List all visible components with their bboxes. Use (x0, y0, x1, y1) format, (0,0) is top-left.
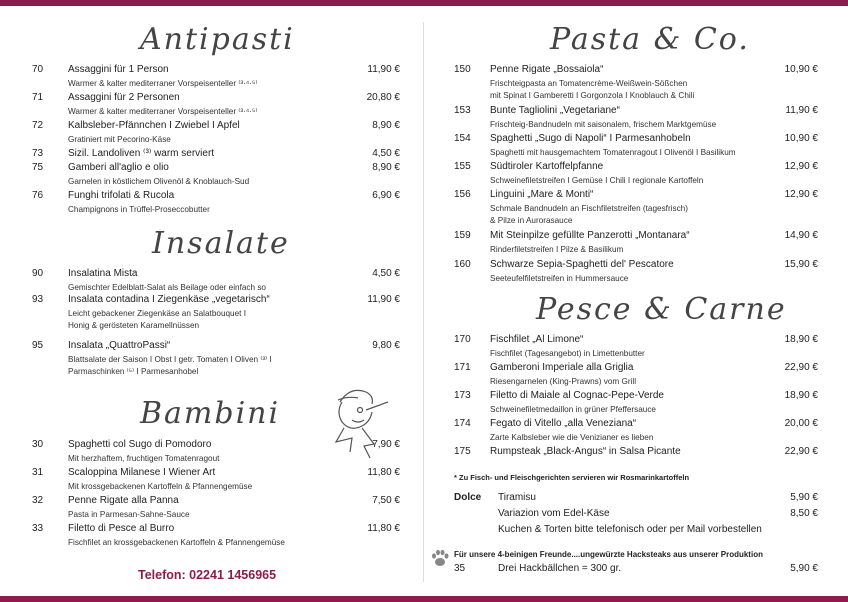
item-number: 170 (454, 334, 471, 345)
right-column (454, 0, 818, 602)
item-name: Sizil. Landoliven ⁽³⁾ warm serviert (68, 148, 215, 159)
item-description: Gemischter Edelblatt-Salat als Beilage oder einfach so (68, 283, 266, 292)
item-number: 156 (454, 189, 471, 200)
item-name: Filetto di Maiale al Cognac-Pepe-Verde (490, 390, 664, 401)
item-description: Schweinefiletmedaillon in grüner Pfeffersauce (490, 405, 656, 414)
paw-print-icon (430, 548, 450, 568)
item-name: Insalatina Mista (68, 268, 138, 279)
item-name: Bunte Tagliolini „Vegetariane“ (490, 105, 620, 116)
item-name: Gamberoni Imperiale alla Griglia (490, 362, 634, 373)
item-name: Rumpsteak „Black-Angus“ in Salsa Picante (490, 446, 681, 457)
item-description: Leicht gebackener Ziegenkäse an Salatbouquet I (68, 309, 246, 318)
item-number: 174 (454, 418, 471, 429)
item-number: 35 (454, 563, 466, 574)
side-dish-note: * Zu Fisch- und Fleischgerichten servieren wir Rosmarinkartoffeln (454, 473, 690, 482)
dolce-name: Variazion vom Edel-Käse (498, 508, 610, 519)
column-divider (423, 22, 424, 582)
item-description: Parmaschinken ⁽⁵⁾ I Parmesanhobel (68, 366, 199, 376)
item-description: & Pilze in Aurorasauce (490, 215, 573, 225)
dolce-name: Kuchen & Torten bitte telefonisch oder per Mail vorbestellen (498, 524, 762, 535)
item-price: 6,90 € (372, 190, 400, 201)
section-title-bambini: Bambini (140, 396, 281, 431)
item-description: Zarte Kalbsleber wie die Venizianer es lieben (490, 433, 654, 442)
item-description: Fischfilet an krossgebackenen Kartoffeln & Pfannengemüse (68, 538, 285, 547)
item-number: 173 (454, 390, 471, 401)
item-number: 31 (32, 467, 44, 478)
item-name: Funghi trifolati & Rucola (68, 190, 175, 201)
item-description: Seeteufelfiletstreifen in Hummersauce (490, 274, 629, 283)
item-description: mit Spinat I Gamberetti I Gorgonzola I Knoblauch & Chili (490, 90, 695, 100)
section-title-antipasti: Antipasti (140, 22, 295, 57)
item-price: 4,50 € (372, 148, 400, 159)
item-price: 10,90 € (784, 64, 818, 75)
item-name: Insalata „QuattroPassi“ (68, 340, 171, 351)
item-description: Pasta in Parmesan-Sahne-Sauce (68, 510, 190, 519)
item-price: 11,90 € (367, 294, 400, 305)
item-number: 171 (454, 362, 471, 373)
item-number: 73 (32, 148, 44, 159)
item-price: 12,90 € (784, 161, 818, 172)
item-description: Garnelen in köstlichem Olivenöl & Knoblauch-Sud (68, 177, 250, 186)
item-description: Mit krossgebackenen Kartoffeln & Pfannengemüse (68, 482, 253, 491)
pinocchio-illustration-icon (322, 382, 392, 460)
item-price: 11,80 € (367, 467, 400, 478)
item-number: 75 (32, 162, 44, 173)
item-name: Fegato di Vitello „alla Veneziana“ (490, 418, 637, 429)
item-number: 30 (32, 439, 44, 450)
item-price: 8,90 € (372, 162, 400, 173)
item-name: Penne Rigate „Bossaiola“ (490, 64, 604, 75)
item-price: 22,90 € (784, 446, 818, 457)
item-price: 5,90 € (790, 563, 818, 574)
item-price: 7,50 € (372, 495, 400, 506)
item-price: 8,90 € (372, 120, 400, 131)
item-number: 175 (454, 446, 471, 457)
item-description: Frischteigpasta an Tomatencrème-Weißwein-Sößchen (490, 79, 688, 88)
item-name: Spaghetti col Sugo di Pomodoro (68, 439, 212, 450)
item-description: Schmale Bandnudeln an Fischfiletstreifen (tagesfrisch) (490, 204, 688, 213)
item-name: Mit Steinpilze gefüllte Panzerotti „Montanara“ (490, 230, 690, 241)
item-number: 33 (32, 523, 44, 534)
item-number: 32 (32, 495, 44, 506)
item-name: Südtiroler Kartoffelpfanne (490, 161, 604, 172)
item-name: Scaloppina Milanese I Wiener Art (68, 467, 216, 478)
item-number: 160 (454, 259, 471, 270)
item-description: Honig & gerösteten Karamellnüssen (68, 320, 200, 330)
item-price: 22,90 € (784, 362, 818, 373)
item-name: Drei Hackbällchen = 300 gr. (498, 563, 622, 574)
item-price: 18,90 € (784, 390, 818, 401)
item-name: Schwarze Sepia-Spaghetti del' Pescatore (490, 259, 674, 270)
dog-menu-note: Für unsere 4-beinigen Freunde....ungewürzte Hacksteaks aus unserer Produktion (454, 550, 763, 559)
item-description: Rinderfiletstreifen I Pilze & Basilikum (490, 245, 624, 254)
item-price: 10,90 € (784, 133, 818, 144)
dolce-row-3 (454, 524, 818, 538)
item-name: Spaghetti „Sugo di Napoli“ I Parmesanhobeln (490, 133, 691, 144)
item-name: Filetto di Pesce al Burro (68, 523, 175, 534)
item-price: 12,90 € (784, 189, 818, 200)
item-price: 7,90 € (372, 439, 400, 450)
left-column (32, 0, 400, 602)
section-title-pesce: Pesce & Carne (536, 292, 787, 327)
item-name: Linguini „Mare & Monti“ (490, 189, 594, 200)
dog-menu-row (454, 563, 818, 577)
item-price: 11,80 € (367, 523, 400, 534)
item-price: 20,00 € (784, 418, 818, 429)
item-price: 15,90 € (784, 259, 818, 270)
item-name: Gamberi all'aglio e olio (68, 162, 169, 173)
item-description: Champignons in Trüffel-Proseccobutter (68, 205, 210, 214)
dolce-price: 5,90 € (790, 492, 818, 503)
item-number: 70 (32, 64, 44, 75)
item-number: 93 (32, 294, 44, 305)
dolce-row-2 (454, 508, 818, 522)
item-name: Penne Rigate alla Panna (68, 495, 179, 506)
dolce-row-1 (454, 492, 818, 506)
item-description: Warmer & kalter mediterraner Vorspeisenteller ⁽³·⁴·⁵⁾ (68, 107, 258, 116)
item-price: 11,90 € (367, 64, 400, 75)
item-number: 154 (454, 133, 471, 144)
item-description: Schweinefiletstreifen I Gemüse I Chili I regionale Kartoffeln (490, 176, 704, 185)
item-description: Gratiniert mit Pecorino-Käse (68, 135, 171, 144)
item-price: 18,90 € (784, 334, 818, 345)
item-price: 4,50 € (372, 268, 400, 279)
phone-number[interactable]: Telefon: 02241 1456965 (138, 568, 277, 582)
item-name: Insalata contadina I Ziegenkäse „vegetarisch“ (68, 294, 270, 305)
item-number: 95 (32, 340, 44, 351)
dolce-name: Tiramisu (498, 492, 536, 503)
item-number: 153 (454, 105, 471, 116)
item-description: Blattsalate der Saison I Obst I getr. Tomaten I Oliven ⁽³⁾ I (68, 355, 272, 364)
item-name: Assaggini für 2 Personen (68, 92, 180, 103)
item-name: Fischfilet „Al Limone“ (490, 334, 584, 345)
dolce-label: Dolce (454, 492, 482, 503)
item-number: 76 (32, 190, 44, 201)
item-number: 72 (32, 120, 44, 131)
item-description: Frischteig-Bandnudeln mit saisonalem, frischem Marktgemüse (490, 120, 717, 129)
section-title-pasta: Pasta & Co. (550, 22, 750, 57)
item-number: 90 (32, 268, 44, 279)
item-price: 20,80 € (366, 92, 400, 103)
item-description: Riesengarnelen (King-Prawns) vom Grill (490, 377, 637, 386)
item-description: Fischfilet (Tagesangebot) in Limettenbutter (490, 349, 645, 358)
item-description: Mit herzhaftem, fruchtigen Tomatenragout (68, 454, 220, 463)
item-price: 14,90 € (784, 230, 818, 241)
item-name: Assaggini für 1 Person (68, 64, 169, 75)
item-number: 159 (454, 230, 471, 241)
item-description: Warmer & kalter mediterraner Vorspeisenteller ⁽³·⁴·⁵⁾ (68, 79, 258, 88)
item-number: 155 (454, 161, 471, 172)
item-price: 9,80 € (372, 340, 400, 351)
item-number: 150 (454, 64, 471, 75)
dolce-price: 8,50 € (790, 508, 818, 519)
item-name: Kalbsleber-Pfännchen I Zwiebel I Apfel (68, 120, 240, 131)
item-description: Spaghetti mit hausgemachtem Tomatenragout I Olivenöl I Basilikum (490, 148, 736, 157)
item-price: 11,90 € (785, 105, 818, 116)
item-number: 71 (32, 92, 44, 103)
section-title-insalate: Insalate (152, 226, 290, 261)
